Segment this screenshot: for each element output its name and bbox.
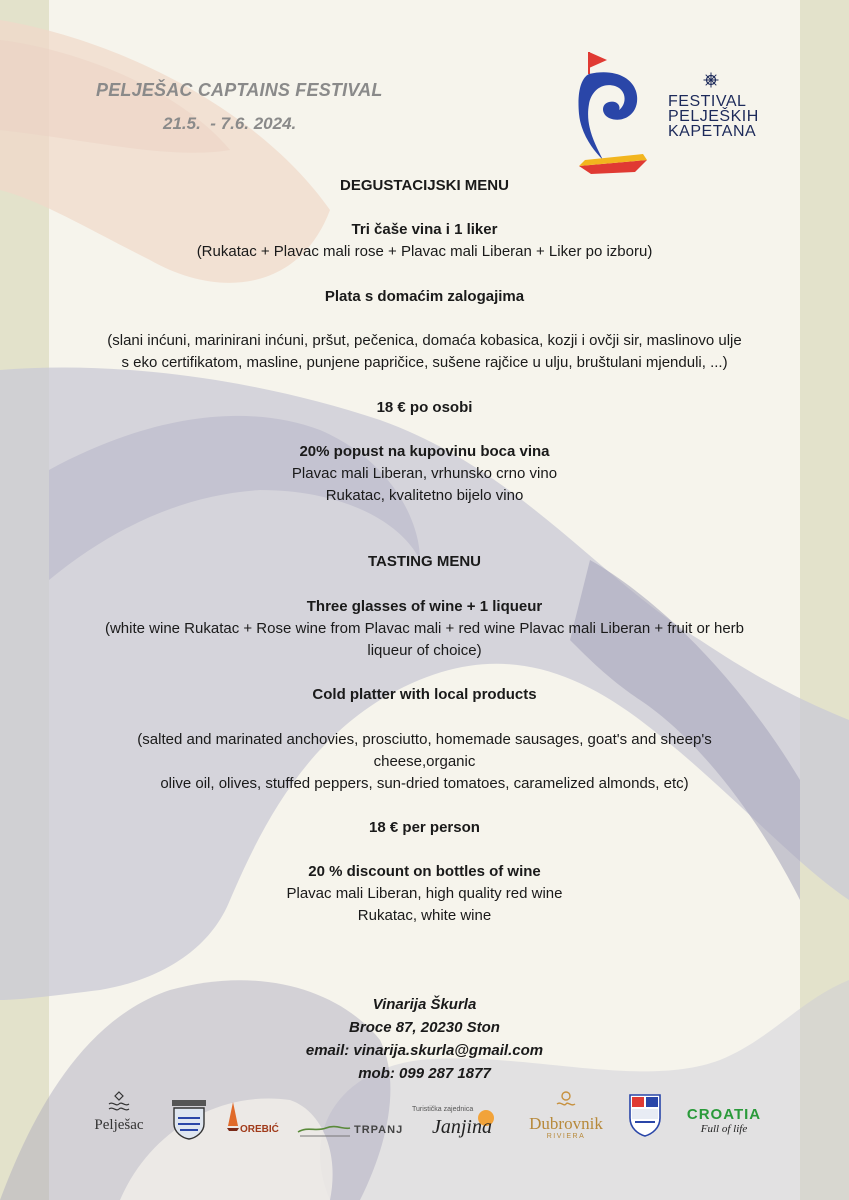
hr-discount-title: 20% popust na kupovinu boca vina <box>299 443 550 460</box>
peljesac-label: Pelješac <box>94 1117 144 1133</box>
dubrovnik-label: Dubrovnik <box>529 1114 603 1133</box>
croatia-sub-label: Full of life <box>700 1123 748 1135</box>
logo-line-peljeskih: PELJEŠKIH <box>668 108 759 125</box>
en-price: 18 € per person <box>369 819 480 836</box>
hr-discount-line-1: Plavac mali Liberan, vrhunsko crno vino <box>291 465 558 482</box>
peljesac-logo-icon <box>107 1090 131 1112</box>
trpanj-wave-icon <box>296 1118 352 1138</box>
sponsor-croatia <box>682 1106 766 1146</box>
en-wine-line-1: (white wine Rukatac + Rose wine from Plavac mali + red wine Plavac mali Liberan + fruit or herb <box>104 620 745 637</box>
logo-line-festival: FESTIVAL <box>668 93 747 110</box>
dubrovnik-sub-label: RIVIERA <box>546 1133 586 1140</box>
hr-platter-title: Plata s domaćim zalogajima <box>324 288 525 305</box>
hr-discount-line-2: Rukatac, kvalitetno bijelo vino <box>325 487 524 504</box>
hr-wine-title: Tri čaše vina i 1 liker <box>351 221 498 238</box>
janjina-label: Janjina <box>432 1116 492 1138</box>
ston-coat-of-arms-icon <box>170 1098 208 1140</box>
croatia-label: CROATIA <box>686 1106 762 1123</box>
sponsor-trpanj <box>296 1118 412 1142</box>
en-wine-title: Three glasses of wine + 1 liqueur <box>306 598 543 615</box>
footer-winery-name: Vinarija Škurla <box>372 996 477 1013</box>
en-wine-line-2: liqueur of choice) <box>367 642 482 659</box>
festival-dates: 21.5. - 7.6. 2024. <box>163 114 297 133</box>
hr-platter-line-2: s eko certifikatom, masline, punjene papričice, sušene rajčice u ulju, bruštulani mjenduli, ...) <box>121 354 728 371</box>
en-discount-line-1: Plavac mali Liberan, high quality red wine <box>286 885 563 902</box>
hr-price: 18 € po osobi <box>376 399 473 416</box>
hr-platter-line-1: (slani inćuni, marinirani inćuni, pršut, pečenica, domaća kobasica, kozji i ovčji sir, maslinovo ulje <box>107 332 742 349</box>
county-coat-of-arms-icon <box>627 1092 663 1138</box>
trpanj-label: TRPANJ <box>354 1124 404 1136</box>
sponsor-peljesac <box>84 1090 154 1134</box>
en-menu-heading: TASTING MENU <box>367 553 482 570</box>
ship-wheel-icon <box>703 72 719 88</box>
orebic-sail-icon <box>226 1100 240 1132</box>
en-platter-line-1: (salted and marinated anchovies, prosciutto, homemade sausages, goat's and sheep's <box>137 731 712 748</box>
en-platter-line-2: cheese,organic <box>373 753 476 770</box>
logo-line-kapetana: KAPETANA <box>668 123 757 140</box>
en-platter-line-3: olive oil, olives, stuffed peppers, sun-dried tomatoes, caramelized almonds, etc) <box>160 775 689 792</box>
dubrovnik-sun-icon <box>554 1090 578 1110</box>
footer-address: Broce 87, 20230 Ston <box>349 1019 500 1036</box>
janjina-small-label: Turistička zajednica <box>412 1106 474 1113</box>
footer-email[interactable]: email: vinarija.skurla@gmail.com <box>305 1042 544 1059</box>
footer-phone: mob: 099 287 1877 <box>358 1065 491 1082</box>
festival-logo-text <box>668 94 759 139</box>
sponsor-dubrovnik-riviera <box>520 1090 612 1140</box>
hr-wine-detail: (Rukatac + Plavac mali rose + Plavac mali Liberan + Liker po izboru) <box>196 243 653 260</box>
festival-title: PELJEŠAC CAPTAINS FESTIVAL <box>96 80 383 100</box>
en-platter-title: Cold platter with local products <box>312 686 537 703</box>
hr-menu-heading: DEGUSTACIJSKI MENU <box>340 177 509 194</box>
en-discount-line-2: Rukatac, white wine <box>357 907 492 924</box>
festival-logo-icon <box>575 48 667 178</box>
orebic-label: OREBIĆ <box>240 1124 279 1135</box>
sponsor-janjina <box>412 1106 516 1146</box>
en-discount-title: 20 % discount on bottles of wine <box>308 863 541 880</box>
